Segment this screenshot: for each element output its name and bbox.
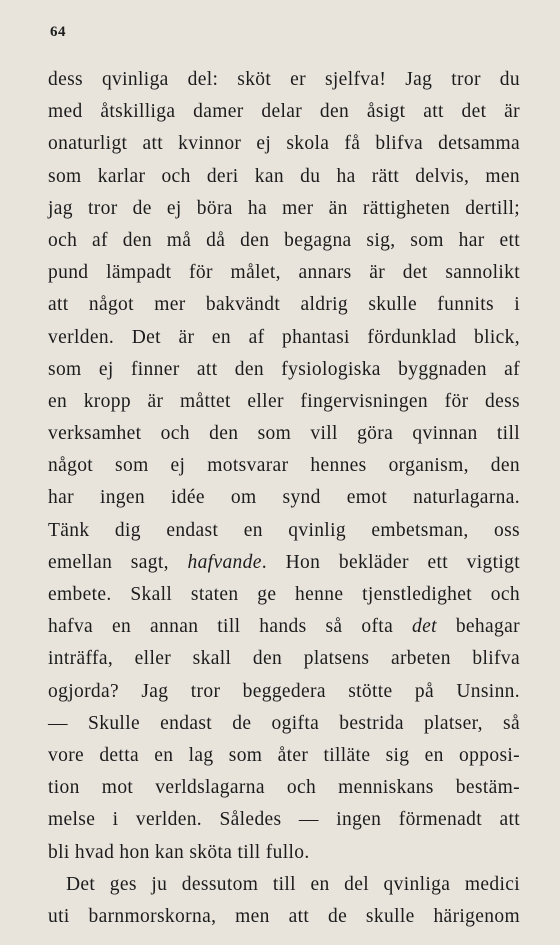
text-segment: emellan sagt, (48, 551, 188, 573)
text-line: tion mot verldslagarna och menniskans bestäm- (48, 777, 520, 799)
text-line: bli hvad hon kan sköta till fullo. (48, 841, 310, 863)
text-segment: behagar (436, 616, 520, 638)
page-number: 64 (50, 24, 66, 40)
body-text (48, 64, 520, 933)
text-line: vore detta en lag som åter tilläte sig en opposi- (48, 744, 520, 766)
text-line: melse i verlden. Således — ingen förmenadt att (48, 809, 520, 831)
text-line-italic-mixed (48, 611, 520, 643)
text-line: Tänk dig endast en qvinlig embetsman, oss (48, 519, 520, 541)
text-line: och af den må då den begagna sig, som har ett (48, 229, 520, 251)
text-segment: hafva en annan till hands så ofta (48, 616, 413, 638)
text-line: uti barnmorskorna, men att de skulle härigenom (48, 905, 520, 927)
text-segment: . Hon bekläder ett vigtigt (261, 551, 520, 573)
text-line: verlden. Det är en af phantasi fördunklad blick, (48, 326, 520, 348)
text-line: verksamhet och den som vill göra qvinnan till (48, 423, 520, 445)
italic-word: det (412, 616, 437, 638)
text-line: Det ges ju dessutom till en del qvinliga medici (66, 873, 520, 895)
text-line: inträffa, eller skall den platsens arbeten blifva (48, 648, 520, 670)
text-line: som ej finner att den fysiologiska byggnaden af (48, 358, 520, 380)
text-line: med åtskilliga damer delar den åsigt att det är (48, 101, 520, 123)
text-line: att något mer bakvändt aldrig skulle funnits i (48, 294, 520, 316)
text-line: något som ej motsvarar hennes organism, den (48, 455, 520, 477)
text-line: onaturligt att kvinnor ej skola få blifva detsamma (48, 133, 520, 155)
text-line: ogjorda? Jag tror beggedera stötte på Unsinn. (48, 680, 520, 702)
italic-word: hafvande (187, 551, 262, 573)
text-line: jag tror de ej böra ha mer än rättigheten dertill; (48, 197, 520, 219)
text-line: som karlar och deri kan du ha rätt delvis, men (48, 165, 520, 187)
text-line: dess qvinliga del: sköt er sjelfva! Jag tror du (48, 69, 520, 90)
text-line-italic-mixed (48, 547, 520, 579)
text-line: en kropp är måttet eller fingervisningen för dess (48, 390, 520, 412)
text-line: pund lämpadt för målet, annars är det sannolikt (48, 262, 520, 284)
text-line: har ingen idée om synd emot naturlagarna. (48, 487, 520, 509)
text-line: embete. Skall staten ge henne tjenstledighet och (48, 584, 520, 605)
text-line: — Skulle endast de ogifta bestrida platser, så (48, 712, 520, 734)
